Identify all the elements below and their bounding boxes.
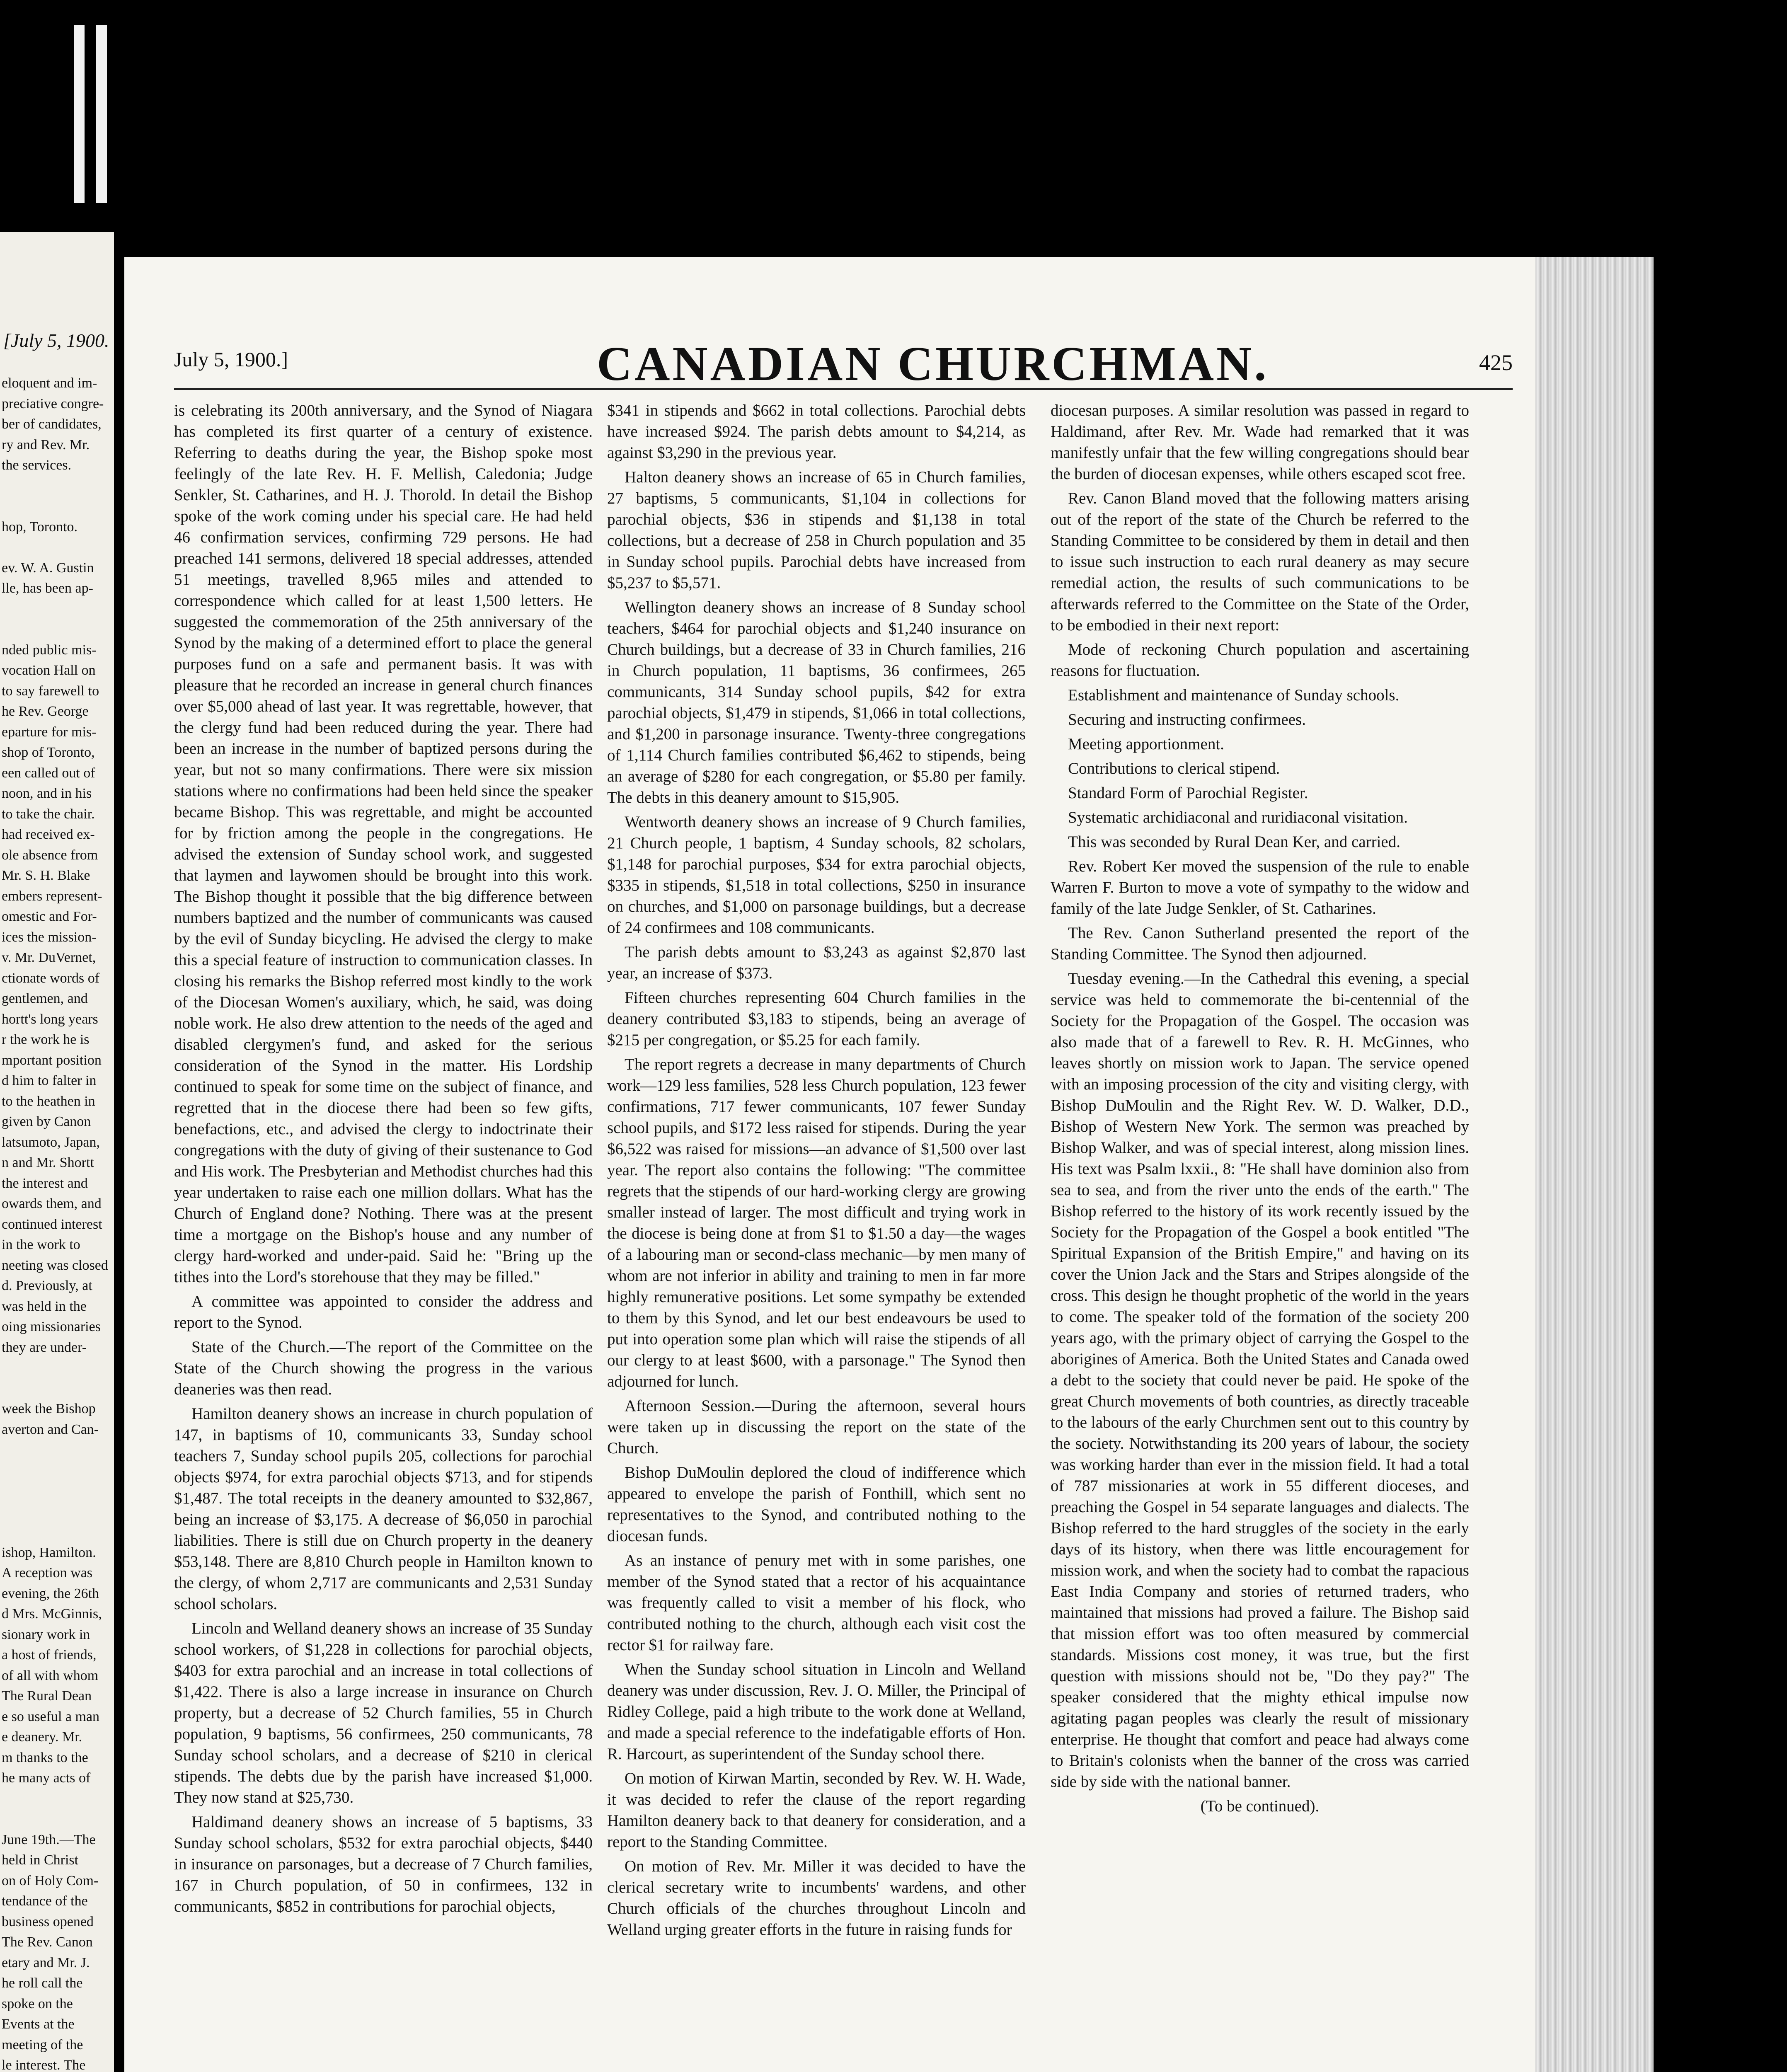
facing-page-line (2, 1460, 111, 1481)
facing-page-line: to say farewell to (2, 683, 99, 699)
gutter-mark-top-2 (96, 25, 107, 203)
facing-page-line: d Mrs. McGinnis, (2, 1606, 102, 1622)
facing-page-line: e so useful a man (2, 1709, 100, 1724)
facing-page-line: een called out of (2, 765, 95, 781)
facing-page-line: d. Previously, at (2, 1278, 92, 1293)
article-paragraph: Rev. Canon Bland moved that the following matters arising out of the report of the state of the Church be referred to the Standing Committee to be considered by them in detail and then to issue such instruction to each rural deanery as may secure remedial action, the results of such communications to be afterwards referred to the Committee on the State of the Order, to be embodied in their next report: (1051, 489, 1469, 634)
facing-page-line (2, 1378, 111, 1399)
facing-page-line: ices the mission- (2, 929, 97, 945)
facing-page-line: ev. W. A. Gustin (2, 560, 94, 576)
facing-page-line: of all with whom (2, 1668, 99, 1683)
facing-page-line: to the heathen in (2, 1093, 95, 1109)
gutter-mark-top (74, 25, 85, 203)
facing-page-line: week the Bishop (2, 1401, 96, 1416)
article-paragraph: Wentworth deanery shows an increase of 9 Church families, 21 Church people, 1 baptism, 4 Sunday schools, 82 scholars, $1,148 for parochial purposes, $34 for extra parochial objects, $335 in stipends, $1,518 in total collections, $250 in insurance on churches, and $1,000 on parsonage buildings, but a decrease of 24 confirmees and 108 communicants. (607, 813, 1026, 937)
facing-page-line: held in Christ (2, 1852, 79, 1868)
facing-page-text (2, 373, 111, 2072)
article-paragraph: Contributions to clerical stipend. (1068, 760, 1280, 777)
facing-page-line: v. Mr. DuVernet, (2, 950, 96, 965)
facing-page-line: on of Holy Com- (2, 1873, 99, 1888)
article-paragraph: Lincoln and Welland deanery shows an increase of 35 Sunday school workers, of $1,228 in collections for parochial objects, $403 for extra parochial and an increase in total collections of $1,422. There is also a large increase in insurance on Church property, but a decrease of 52 Church families, 55 in Church population, 9 baptisms, 56 confirmees, 250 communicants, 78 Sunday school scholars, and a decrease of $210 in clerical stipends. The debts due by the parish have increased $1,000. They now stand at $25,730. (174, 1619, 593, 1806)
facing-page-line: preciative congre- (2, 396, 104, 411)
facing-page-fragment (0, 232, 114, 2072)
article-paragraph: On motion of Rev. Mr. Miller it was decided to have the clerical secretary write to incumbents' wardens, and other Church officials of the churches throughout Lincoln and Welland urging greater efforts in the future in raising funds for (607, 1857, 1026, 1939)
facing-page-line: ishop, Hamilton. (2, 1544, 96, 1560)
facing-page-line (2, 537, 111, 558)
article-paragraph: State of the Church.—The report of the Committee on the State of the Church showing the progress in the various deaneries was then read. (174, 1338, 593, 1398)
facing-page-line: evening, the 26th (2, 1585, 99, 1601)
article-paragraph: A committee was appointed to consider the address and report to the Synod. (174, 1293, 593, 1331)
facing-page-line: noon, and in his (2, 786, 92, 801)
facing-page-line: Mr. S. H. Blake (2, 868, 90, 883)
facing-page-line: he Rev. George (2, 704, 89, 719)
facing-page-line: given by Canon (2, 1114, 91, 1129)
facing-page-line (2, 1358, 111, 1378)
article-paragraph: (To be continued). (1200, 1797, 1320, 1815)
article-paragraph: On motion of Kirwan Martin, seconded by Rev. W. H. Wade, it was decided to refer the clause of the report regarding Hamilton deanery back to that deanery for consideration, and a report to the Standing Committee. (607, 1769, 1026, 1851)
facing-page-line (2, 1522, 111, 1542)
facing-page-line: the services. (2, 457, 72, 473)
article-paragraph: As an instance of penury met with in some parishes, one member of the Synod stated that a rector of his acquaintance was frequently called to visit a member of his flock, who contributed nothing to the church, although each visit cost the rector $1 for railway fare. (607, 1552, 1026, 1654)
article-paragraph: The parish debts amount to $3,243 as against $2,870 last year, an increase of $373. (607, 943, 1026, 982)
facing-page-line: had received ex- (2, 827, 95, 842)
facing-page-line: averton and Can- (2, 1421, 99, 1437)
article-paragraph: Establishment and maintenance of Sunday schools. (1068, 686, 1400, 704)
facing-page-line: tendance of the (2, 1893, 88, 1909)
facing-page-line: in the work to (2, 1237, 80, 1252)
facing-page-line: latsumoto, Japan, (2, 1134, 100, 1150)
facing-page-line: r the work he is (2, 1032, 90, 1047)
article-paragraph: Securing and instructing confirmees. (1068, 711, 1306, 729)
article-column-3 (1051, 400, 1469, 2072)
facing-page-line: owards them, and (2, 1196, 102, 1211)
facing-page-line: continued interest (2, 1216, 102, 1232)
facing-page-line: omestic and For- (2, 909, 97, 924)
facing-page-line (2, 1481, 111, 1501)
facing-page-line: was held in the (2, 1298, 87, 1314)
facing-page-line: neeting was closed (2, 1257, 108, 1273)
newspaper-page (124, 257, 1546, 2072)
facing-page-line: a host of friends, (2, 1647, 97, 1663)
article-paragraph: is celebrating its 200th anniversary, and the Synod of Niagara has completed its first quarter of a century of existence. Referring to deaths during the year, the Bishop spoke most feelingly of the late Rev. H. F. Mellish, Caledonia; Judge Senkler, St. Catharines, and H. J. Thorold. In detail the Bishop spoke of the work coming under his special care. He had held 46 confirmation services, confirming 729 persons. He had preached 141 sermons, delivered 18 special addresses, attended 51 meetings, travelled 8,965 miles and attended to correspondence which called for at least 1,500 letters. He suggested the commemoration of the 25th anniversary of the Synod by the making of a determined effort to place the general purposes fund on a safe and permanent basis. It was with pleasure that he recorded an increase in general church finances over $5,000 ahead of last year. It was regrettable, however, that the clergy fund had been reduced during the year. There had been an increase in the number of baptized persons during the year, but not so many confirmations. There were six mission stations where no confirmations had been held since the speaker became Bishop. This was regrettable, and might be accounted for by friction among the people in the congregations. He advised the extension of Sunday school work, and suggested that laymen and laywomen should be brought into this work. The Bishop thought it possible that the big difference between numbers baptized and the number of communicants was caused by the evil of Sunday bicycling. He advised the clergy to make this a special feature of instruction to communication classes. In closing his remarks the Bishop referred most kindly to the work of the Diocesan Women's auxiliary, which, he said, was doing noble work. He also drew attention to the needs of the aged and disabled clergymen's fund, and asked for the serious consideration of the Synod in the matter. His Lordship continued to speak for some time on the subject of finance, and regretted that in the diocese there had been so few gifts, benefactions, etc., and advised the clergy to indoctrinate their congregations with the duty of giving of their sustenance to God and His work. The Presbyterian and Methodist churches had this year undertaken to raise each one million dollars. What has the Church of England done? Nothing. There was at the present time a mortgage on the Bishop's house and any number of clergy hard-worked and under-paid. Said he: "Bring up the tithes into the Lord's storehouse that they may be filled." (174, 402, 593, 1286)
facing-page-line: ctionate words of (2, 970, 100, 986)
masthead-rule (174, 388, 1513, 392)
article-paragraph: Wellington deanery shows an increase of 8 Sunday school teachers, $464 for parochial objects and $1,240 insurance on Church buildings, but a decrease of 33 in Church families, 216 in Church population, 11 baptisms, 36 confirmees, 265 communicants, 314 Sunday school pupils, $42 for extra parochial objects, $1,479 in stipends, $1,066 in total collections, and $1,200 in parsonage insurance. Twenty-three congregations of 1,114 Church families contributed $6,462 to stipends, being an average of $280 for each congregation, or $5.80 per family. The debts in this deanery amount to $15,905. (607, 598, 1026, 806)
facing-page-line: he many acts of (2, 1770, 91, 1786)
page-number: 425 (1479, 350, 1513, 375)
article-paragraph: Bishop DuMoulin deplored the cloud of indifference which appeared to envelope the parish of Fonthill, which sent no representatives to the Synod, and contributed nothing to the diocesan funds. (607, 1464, 1026, 1545)
issue-date: July 5, 1900.] (174, 348, 288, 371)
facing-page-line: embers represent- (2, 888, 102, 904)
facing-page-line (2, 476, 111, 496)
article-paragraph: diocesan purposes. A similar resolution was passed in regard to Haldimand, after Rev. Mr. Wade had remarked that it was manifestly unfair that the few willing congregations should bear the burden of diocesan expenses, while others escaped scot free. (1051, 402, 1469, 483)
article-paragraph: $341 in stipends and $662 in total collections. Parochial debts have increased $924. The parish debts amount to $4,214, as against $3,290 in the previous year. (607, 402, 1026, 462)
facing-page-line (2, 619, 111, 640)
facing-page-line: ole absence from (2, 847, 98, 863)
article-paragraph: Mode of reckoning Church population and ascertaining reasons for fluctuation. (1051, 641, 1469, 680)
facing-page-line: etary and Mr. J. (2, 1955, 90, 1970)
facing-page-header: [July 5, 1900. (3, 330, 109, 351)
article-column-2 (607, 400, 1026, 2072)
facing-page-line (2, 1789, 111, 1809)
facing-page-line: oing missionaries (2, 1319, 101, 1334)
article-paragraph: Standard Form of Parochial Register. (1068, 784, 1308, 802)
facing-page-line: to take the chair. (2, 806, 95, 822)
facing-page-line: mportant position (2, 1052, 102, 1068)
facing-page-line: eloquent and im- (2, 375, 97, 391)
facing-page-line: le interest. The (2, 2057, 86, 2072)
facing-page-line: d him to falter in (2, 1073, 97, 1088)
article-paragraph: Meeting apportionment. (1068, 735, 1224, 753)
facing-page-line: hortt's long years (2, 1011, 98, 1027)
article-paragraph: Systematic archidiaconal and ruridiaconal visitation. (1068, 808, 1408, 826)
article-paragraph: Hamilton deanery shows an increase in church population of 147, in baptisms of 10, communicants 33, Sunday school teachers 7, Sunday school pupils 205, collections for parochial objects $974, for extra parochial objects $713, and for stipends $1,487. The total receipts in the deanery amounted to $32,867, being an increase of $3,175. A decrease of $6,050 in parochial liabilities. There is still due on Church property in the deanery $53,148. There are 8,810 Church people in Hamilton known to the clergy, of whom 2,717 are communicants and 2,531 Sunday school scholars. (174, 1405, 593, 1613)
facing-page-line: m thanks to the (2, 1750, 88, 1765)
article-paragraph: This was seconded by Rural Dean Ker, and carried. (1068, 833, 1400, 851)
page-edges (1535, 257, 1654, 2072)
article-paragraph: Tuesday evening.—In the Cathedral this evening, a special service was held to commemorate the bi-centennial of the Society for the Propagation of the Gospel. The occasion was also made that of a farewell to Rev. R. H. McGinnes, who leaves shortly on mission work to Japan. The service opened with an imposing procession of the city and visiting clergy, with Bishop DuMoulin and the Right Rev. W. D. Walker, D.D., Bishop of Western New York. The sermon was preached by Bishop Walker, and was of special interest, along mission lines. His text was Psalm lxxii., 8: "He shall have dominion also from sea to sea, and from the river unto the ends of the earth." The Bishop referred to the history of its work recently issued by the Society for the Propagation of the Gospel a book entitled "The Spiritual Expansion of the British Empire," and having on its cover the Union Jack and the Stars and Stripes alongside of the cross. This design he thought prophetic of the world in the years to come. The speaker told of the formation of the society 200 years ago, with the primary object of carrying the Gospel to the aborigines of America. Both the United States and Canada owed a debt to the society that could never be paid. He spoke of the great Church movements of both countries, as directly traceable to the labours of the early Churchmen sent out to this country by the society. Notwithstanding its 200 years of labour, the society was working harder than ever in the mission field. It had a total of 787 missionaries at work in 55 different dioceses, and preaching the Gospel in 54 separate languages and dialects. The Bishop referred to the hard struggles of the society in the early days of its history, when there was little encouragement for mission work, and when the society had to combat the rapacious East India Company and stories of returned traders, who maintained that missions had proved a failure. The Bishop said that mission effort was too often measured by commercial standards. Missions cost money, it was true, but the first question with missions should not be, "Do they pay?" The speaker considered that the mighty ethical impulse now agitating pagan peoples was clearly the result of missionary enterprise. He thought that comfort and peace had always come to Britain's colonists when the banner of the cross was carried side by side with the national banner. (1051, 970, 1469, 1791)
facing-page-line: sionary work in (2, 1627, 90, 1642)
article-paragraph: Halton deanery shows an increase of 65 in Church families, 27 baptisms, 5 communicants, $1,104 in collections for parochial objects, $36 in stipends and $1,138 in total collections, but a decrease of 258 in Church population and 35 in Sunday school pupils. Parochial debts have increased from $5,237 to $5,571. (607, 468, 1026, 592)
facing-page-line: June 19th.—The (2, 1832, 96, 1847)
facing-page-line (2, 1809, 111, 1830)
facing-page-line (2, 1440, 111, 1460)
facing-page-line: shop of Toronto, (2, 745, 95, 760)
facing-page-line: spoke on the (2, 1996, 73, 2011)
article-paragraph: Haldimand deanery shows an increase of 5 baptisms, 33 Sunday school scholars, $532 for extra parochial objects, $440 in insurance on parsonages, but a decrease of 7 Church families, 167 in Church population, of 50 in confirmees, 132 in communicants, $852 in contributions for parochial objects, (174, 1813, 593, 1915)
facing-page-line: Events at the (2, 2016, 75, 2032)
facing-page-line: gentlemen, and (2, 991, 88, 1006)
facing-page-line (2, 496, 111, 517)
facing-page-line: ry and Rev. Mr. (2, 437, 90, 453)
facing-page-line: lle, has been ap- (2, 581, 93, 596)
facing-page-line: they are under- (2, 1339, 87, 1355)
facing-page-line: A reception was (2, 1565, 93, 1581)
facing-page-line (2, 1501, 111, 1522)
facing-page-line: The Rural Dean (2, 1688, 92, 1704)
facing-page-line: he roll call the (2, 1975, 83, 1991)
facing-page-line (2, 599, 111, 620)
facing-page-line: eparture for mis- (2, 724, 97, 740)
publication-title: CANADIAN CHURCHMAN. (597, 336, 1269, 391)
masthead (174, 336, 1513, 394)
facing-page-line: nded public mis- (2, 642, 97, 658)
facing-page-line: vocation Hall on (2, 663, 96, 678)
facing-page-line: business opened (2, 1914, 94, 1929)
facing-page-line: ber of candidates, (2, 416, 102, 432)
article-paragraph: Rev. Robert Ker moved the suspension of the rule to enable Warren F. Burton to move a vote of sympathy to the widow and family of the late Judge Senkler, of St. Catharines. (1051, 857, 1469, 917)
facing-page-line: n and Mr. Shortt (2, 1155, 94, 1170)
article-paragraph: The report regrets a decrease in many departments of Church work—129 less families, 528 less Church population, 123 fewer confirmations, 717 fewer communicants, 107 fewer Sunday school pupils, and $172 less raised for stipends. During the year $6,522 was raised for missions—an advance of $1,500 over last year. The report also contains the following: "The committee regrets that the stipends of our hard-working clergy are growing smaller instead of larger. The most difficult and trying work in the diocese is being done at from $1 to $1.50 a day—the wages of a labouring man or second-class mechanic—by men many of whom are not inferior in ability and training to men in far more highly remunerative positions. Let some sympathy be extended to them by this Synod, and let our best endeavours be used to put into operation some plan which will raise the stipends of all our clergy to at least $600, with a parsonage." The Synod then adjourned for lunch. (607, 1055, 1026, 1390)
article-paragraph: Afternoon Session.—During the afternoon, several hours were taken up in discussing the report on the state of the Church. (607, 1397, 1026, 1457)
facing-page-line: meeting of the (2, 2037, 83, 2053)
facing-page-line: e deanery. Mr. (2, 1729, 82, 1745)
facing-page-line: the interest and (2, 1175, 88, 1191)
article-column-1 (174, 400, 593, 2072)
facing-page-line: hop, Toronto. (2, 519, 78, 535)
article-paragraph: The Rev. Canon Sutherland presented the report of the Standing Committee. The Synod then adjourned. (1051, 924, 1469, 963)
facing-page-line: The Rev. Canon (2, 1934, 93, 1950)
article-paragraph: Fifteen churches representing 604 Church families in the deanery contributed $3,183 to stipends, being an average of $215 per congregation, or $5.25 for each family. (607, 989, 1026, 1049)
article-paragraph: When the Sunday school situation in Lincoln and Welland deanery was under discussion, Rev. J. O. Miller, the Principal of Ridley College, paid a high tribute to the work done at Welland, and made a special reference to the indefatigable efforts of Hon. R. Harcourt, as superintendent of the Sunday school there. (607, 1661, 1026, 1763)
